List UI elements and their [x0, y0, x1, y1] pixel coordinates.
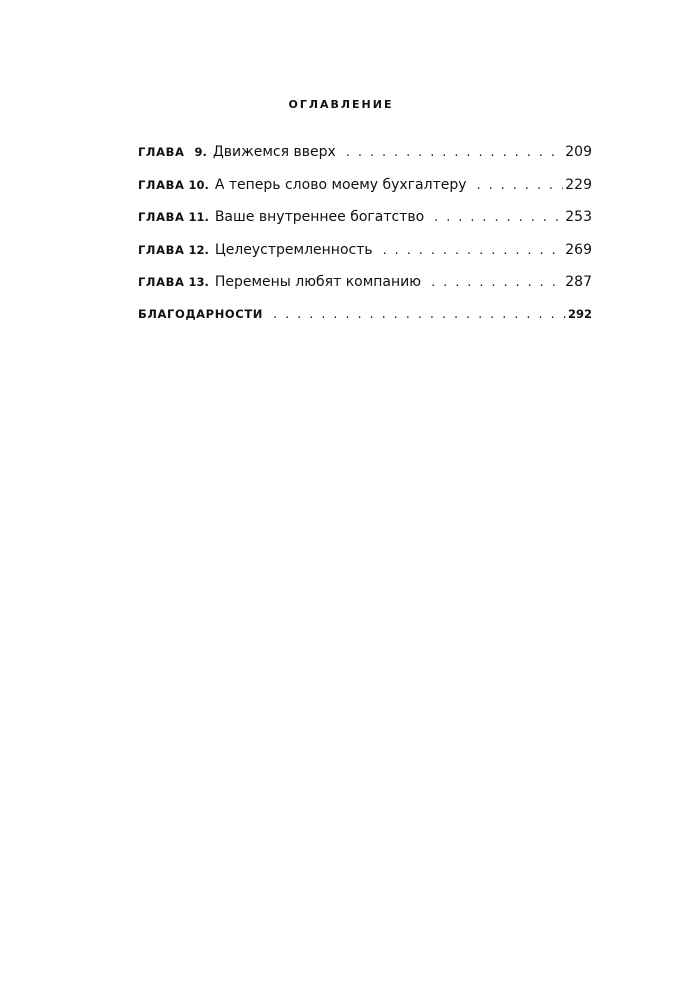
chapter-title: Перемены любят компанию — [214, 274, 422, 290]
page-number: 229 — [565, 176, 592, 193]
chapter-number: 13. — [188, 275, 209, 289]
chapter-title: А теперь слово моему бухгалтеру — [214, 176, 467, 193]
toc-entry-chapter-9 — [138, 144, 592, 177]
dot-leader — [431, 275, 563, 290]
chapter-title: Движемся вверх — [212, 144, 336, 160]
chapter-prefix: ГЛАВА — [138, 210, 185, 224]
chapter-prefix: ГЛАВА — [138, 145, 185, 159]
dot-leader — [477, 178, 564, 193]
dot-leader — [383, 243, 564, 258]
dot-leader — [346, 145, 564, 160]
chapter-prefix: ГЛАВА — [138, 242, 185, 257]
page-number: 292 — [567, 306, 592, 321]
dot-leader — [434, 210, 563, 225]
toc-list — [138, 144, 592, 339]
toc-entry-chapter-13 — [138, 274, 592, 307]
chapter-prefix: ГЛАВА — [138, 275, 185, 289]
acknowledgements-title: БЛАГОДАРНОСТИ — [138, 306, 264, 321]
dot-leader — [273, 307, 566, 322]
toc-entry-chapter-11 — [138, 209, 592, 242]
chapter-number: 11. — [188, 210, 209, 224]
chapter-title: Ваше внутреннее богатство — [214, 209, 425, 225]
toc-entry-acknowledgements — [138, 307, 592, 340]
toc-entry-chapter-12 — [138, 242, 592, 275]
chapter-number: 12. — [188, 242, 209, 257]
page-number: 253 — [565, 209, 592, 225]
chapter-prefix: ГЛАВА — [138, 177, 185, 192]
page-number: 269 — [565, 241, 592, 258]
page-number: 209 — [565, 144, 592, 160]
chapter-title: Целеустремленность — [214, 241, 373, 258]
toc-heading: ОГЛАВЛЕНИЕ — [288, 98, 394, 111]
chapter-number: 10. — [188, 177, 209, 192]
toc-entry-chapter-10 — [138, 177, 592, 210]
page-number: 287 — [565, 274, 592, 290]
chapter-number: 9. — [194, 145, 207, 159]
